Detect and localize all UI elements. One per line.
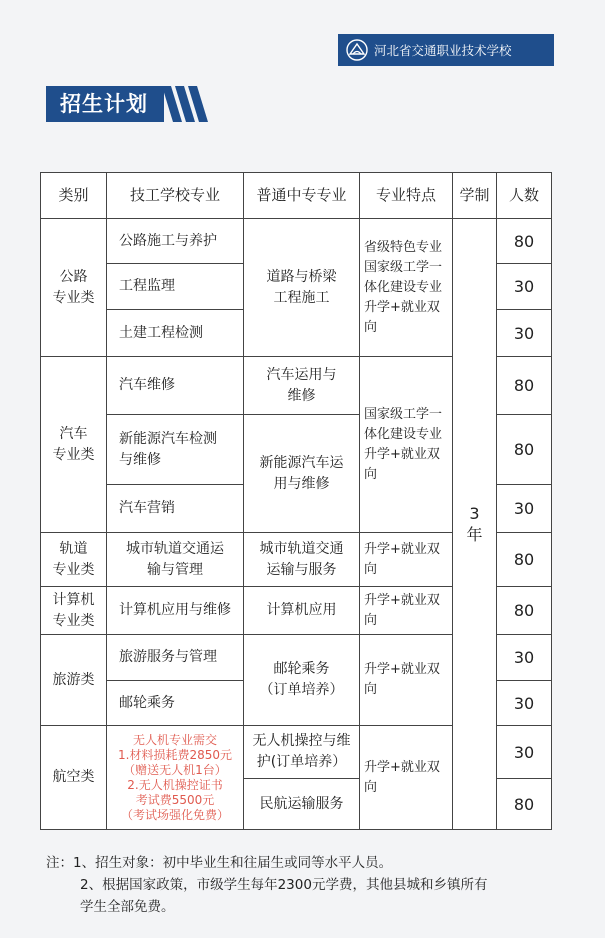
- secondary-major-cell: 道路与桥梁 工程施工: [244, 219, 360, 357]
- enrollment-plan-table: [40, 172, 552, 830]
- secondary-major-cell: 新能源汽车运 用与维修: [244, 415, 360, 533]
- tech-major-cell: 土建工程检测: [107, 310, 244, 357]
- count-cell: 80: [497, 415, 552, 485]
- section-header: [46, 86, 210, 122]
- count-cell: 80: [497, 219, 552, 264]
- secondary-major-cell: 计算机应用: [244, 587, 360, 635]
- tech-major-cell: 汽车营销: [107, 485, 244, 533]
- count-cell: 80: [497, 533, 552, 587]
- secondary-major-cell: 民航运输服务: [244, 779, 360, 830]
- feature-cell: 升学+就业双 向: [360, 587, 453, 635]
- school-logo-icon: [346, 39, 368, 61]
- tech-major-cell: 汽车维修: [107, 357, 244, 415]
- count-cell: 30: [497, 264, 552, 310]
- category-cell: 公路 专业类: [41, 219, 107, 357]
- note-line-3: 学生全部免费。: [80, 899, 175, 915]
- table-row: [41, 219, 552, 264]
- tech-major-cell: 工程监理: [107, 264, 244, 310]
- category-cell: 航空类: [41, 726, 107, 830]
- secondary-major-cell: 邮轮乘务 （订单培养）: [244, 635, 360, 726]
- secondary-major-cell: 无人机操控与维 护(订单培养）: [244, 726, 360, 779]
- category-cell: 计算机 专业类: [41, 587, 107, 635]
- count-cell: 80: [497, 779, 552, 830]
- count-cell: 30: [497, 726, 552, 779]
- count-cell: 30: [497, 485, 552, 533]
- feature-cell: 升学+就业双 向: [360, 726, 453, 830]
- note-line-1: 注：1、招生对象：初中毕业生和往届生或同等水平人员。: [46, 855, 393, 871]
- table-header-row: [41, 173, 552, 219]
- category-cell: 旅游类: [41, 635, 107, 726]
- section-title: 招生计划: [46, 86, 164, 122]
- school-name: 河北省交通职业技术学校: [374, 43, 512, 58]
- feature-cell: 国家级工学一 体化建设专业 升学+就业双 向: [360, 357, 453, 533]
- feature-cell: 省级特色专业 国家级工学一 体化建设专业 升学+就业双 向: [360, 219, 453, 357]
- header-duration: 学制: [453, 173, 497, 219]
- header-tech-major: 技工学校专业: [107, 173, 244, 219]
- tech-major-cell: 新能源汽车检测 与维修: [107, 415, 244, 485]
- category-cell: 轨道 专业类: [41, 533, 107, 587]
- tech-major-cell: 城市轨道交通运 输与管理: [107, 533, 244, 587]
- count-cell: 80: [497, 357, 552, 415]
- category-cell: 汽车 专业类: [41, 357, 107, 533]
- secondary-major-cell: 汽车运用与 维修: [244, 357, 360, 415]
- feature-cell: 升学+就业双 向: [360, 635, 453, 726]
- count-cell: 80: [497, 587, 552, 635]
- note-line-2: 2、根据国家政策，市级学生每年2300元学费，其他县城和乡镇所有: [80, 877, 488, 893]
- tech-major-cell: 计算机应用与维修: [107, 587, 244, 635]
- header-feature: 专业特点: [360, 173, 453, 219]
- count-cell: 30: [497, 681, 552, 726]
- tech-major-cell: 公路施工与养护: [107, 219, 244, 264]
- header-count: 人数: [497, 173, 552, 219]
- count-cell: 30: [497, 310, 552, 357]
- secondary-major-cell: 城市轨道交通 运输与服务: [244, 533, 360, 587]
- header-secondary-major: 普通中专专业: [244, 173, 360, 219]
- feature-cell: 升学+就业双 向: [360, 533, 453, 587]
- notes: [46, 852, 576, 918]
- tech-major-cell: 旅游服务与管理: [107, 635, 244, 681]
- school-badge: [338, 34, 554, 66]
- header-category: 类别: [41, 173, 107, 219]
- duration-cell: 3 年: [453, 219, 497, 830]
- drone-fee-note: 无人机专业需交 1.材料损耗费2850元 （赠送无人机1台） 2.无人机操控证书 考试费5500元 （考试场强化免费）: [107, 726, 244, 830]
- slash-decoration-icon: [162, 86, 210, 122]
- tech-major-cell: 邮轮乘务: [107, 681, 244, 726]
- count-cell: 30: [497, 635, 552, 681]
